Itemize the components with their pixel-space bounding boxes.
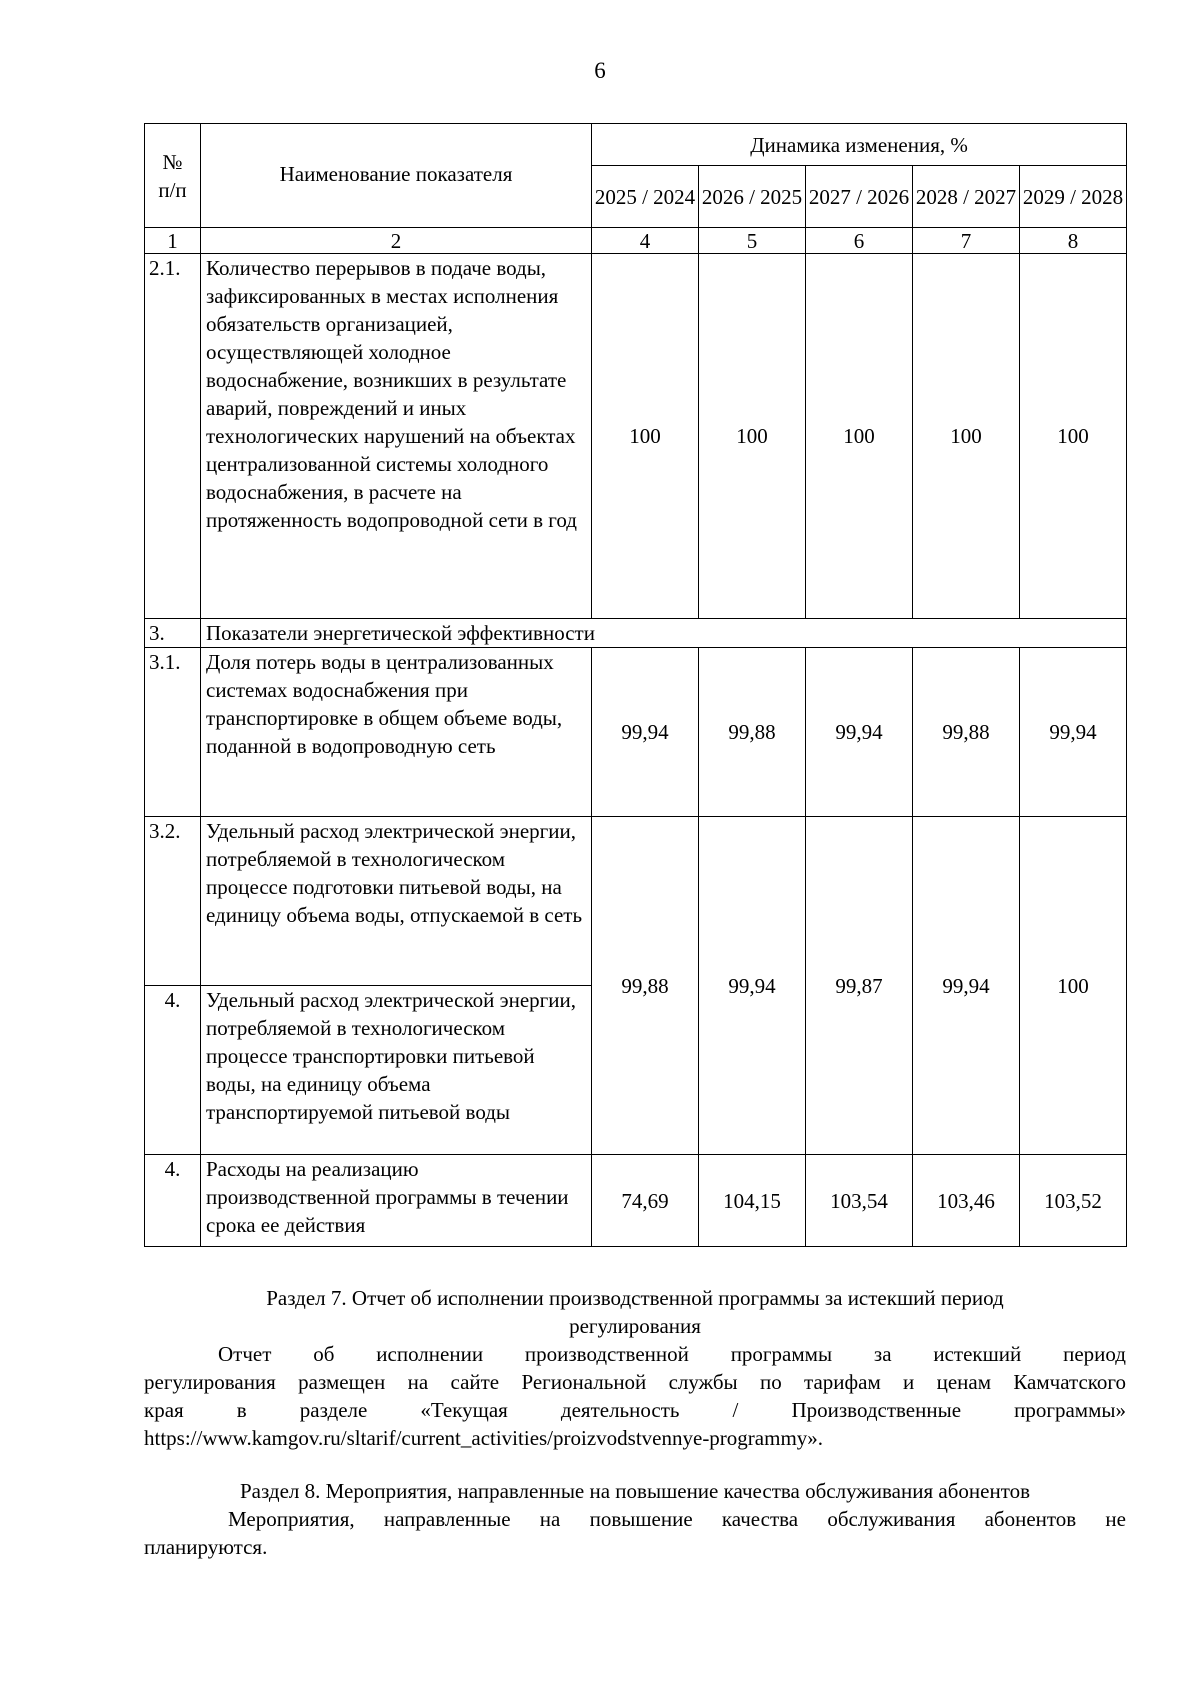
column-number: 5 — [699, 228, 806, 254]
section7-title-line1: Раздел 7. Отчет об исполнении производственной программы за истекший период — [266, 1286, 1004, 1310]
row-value: 99,94 — [699, 817, 806, 1155]
page-number: 6 — [594, 58, 606, 83]
column-numbers-row — [145, 228, 1127, 254]
row-value: 99,94 — [1020, 648, 1127, 817]
section7 — [144, 1284, 1126, 1452]
row-value: 103,54 — [806, 1155, 913, 1247]
header-col-dynamics: Динамика изменения, % — [592, 124, 1127, 166]
row-value: 74,69 — [592, 1155, 699, 1247]
table-row — [145, 817, 1127, 986]
indicators-table — [144, 123, 1127, 1247]
row-number: 3. — [145, 619, 201, 648]
row-value: 100 — [592, 254, 699, 619]
column-number: 2 — [201, 228, 592, 254]
header-period: 2025 / 2024 — [592, 166, 699, 228]
row-value: 99,87 — [806, 817, 913, 1155]
section7-text-line3: края в разделе «Текущая деятельность / Производственные программы» — [144, 1398, 1126, 1422]
row-value: 99,94 — [913, 817, 1020, 1155]
row-name: Количество перерывов в подаче воды, зафиксированных в местах исполнения обязательств организацией, осуществляющей холодное водоснабжение, возникших в результате аварий, повреждений и иных технологических нарушений на объектах централизованной системы холодного водоснабжения, в расчете на протяженность водопроводной сети в год — [201, 254, 592, 619]
row-value: 100 — [1020, 254, 1127, 619]
column-number: 8 — [1020, 228, 1127, 254]
row-number: 4. — [145, 1155, 201, 1247]
section8 — [144, 1477, 1126, 1561]
header-col-no: № п/п — [145, 124, 201, 228]
section8-title: Раздел 8. Мероприятия, направленные на повышение качества обслуживания абонентов — [239, 1479, 1031, 1503]
row-name: Доля потерь воды в централизованных системах водоснабжения при транспортировке в общем объеме воды, поданной в водопроводную сеть — [201, 648, 592, 817]
column-number: 6 — [806, 228, 913, 254]
row-number: 4. — [145, 986, 201, 1155]
row-number: 2.1. — [145, 254, 201, 619]
section7-text-line2: регулирования размещен на сайте Региональной службы по тарифам и ценам Камчатского — [144, 1370, 1126, 1394]
table-row — [145, 254, 1127, 619]
header-period: 2027 / 2026 — [806, 166, 913, 228]
table-row — [145, 648, 1127, 817]
row-value: 99,94 — [806, 648, 913, 817]
row-value: 100 — [913, 254, 1020, 619]
header-period: 2029 / 2028 — [1020, 166, 1127, 228]
section-row — [145, 619, 1127, 648]
row-name: Удельный расход электрической энергии, потребляемой в технологическом процессе транспортировки питьевой воды, на единицу объема транспортируемой питьевой воды — [201, 986, 592, 1155]
row-value: 100 — [699, 254, 806, 619]
column-number: 4 — [592, 228, 699, 254]
row-value: 103,52 — [1020, 1155, 1127, 1247]
column-number: 7 — [913, 228, 1020, 254]
section-title: Показатели энергетической эффективности — [201, 619, 1127, 648]
section8-text-line2: планируются. — [144, 1535, 268, 1559]
header-col-name: Наименование показателя — [201, 124, 592, 228]
header-row — [145, 124, 1127, 166]
section7-title-line2: регулирования — [569, 1314, 701, 1338]
row-value: 103,46 — [913, 1155, 1020, 1247]
section7-text-line1: Отчет об исполнении производственной программы за истекший период — [218, 1342, 1126, 1366]
table-row — [145, 1155, 1127, 1247]
row-name: Расходы на реализацию производственной программы в течении срока ее действия — [201, 1155, 592, 1247]
column-number: 1 — [145, 228, 201, 254]
section7-text-line4: https://www.kamgov.ru/sltarif/current_activities/proizvodstvennye-programmy». — [144, 1426, 824, 1450]
section8-text-line1: Мероприятия, направленные на повышение качества обслуживания абонентов не — [228, 1507, 1126, 1531]
row-number: 3.1. — [145, 648, 201, 817]
row-value: 99,88 — [592, 817, 699, 1155]
row-value: 99,94 — [592, 648, 699, 817]
row-value: 104,15 — [699, 1155, 806, 1247]
row-name: Удельный расход электрической энергии, потребляемой в технологическом процессе подготовки питьевой воды, на единицу объема воды, отпускаемой в сеть — [201, 817, 592, 986]
row-value: 100 — [1020, 817, 1127, 1155]
row-value: 99,88 — [699, 648, 806, 817]
header-period: 2028 / 2027 — [913, 166, 1020, 228]
header-period: 2026 / 2025 — [699, 166, 806, 228]
row-value: 99,88 — [913, 648, 1020, 817]
row-value: 100 — [806, 254, 913, 619]
row-number: 3.2. — [145, 817, 201, 986]
